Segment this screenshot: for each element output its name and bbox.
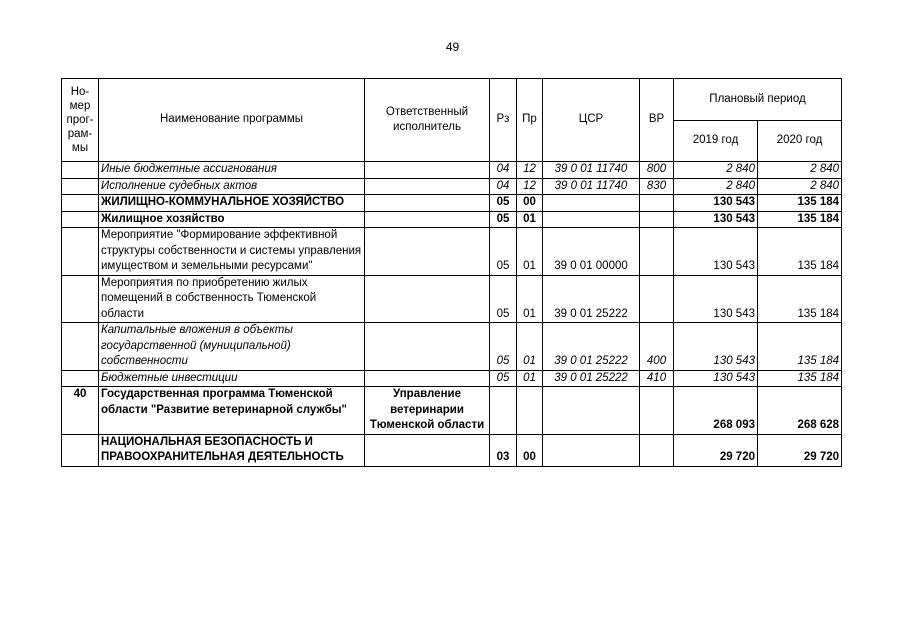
header-target-item: ЦСР [543,79,640,162]
row-amount-2019: 268 093 [674,387,758,435]
row-name: Жилищное хозяйство [99,211,365,228]
row-amount-2019: 130 543 [674,323,758,371]
row-target-item [543,211,640,228]
header-year-2019: 2019 год [674,121,758,162]
header-program-number: Но-мер прог-рам-мы [62,79,99,162]
row-section: 05 [490,275,517,323]
row-amount-2019: 2 840 [674,178,758,195]
row-expense-type [640,387,674,435]
row-section: 03 [490,434,517,466]
table-row [62,178,842,195]
header-expense-type: ВР [640,79,674,162]
row-amount-2019: 29 720 [674,434,758,466]
row-subsection: 01 [517,228,543,276]
row-expense-type [640,228,674,276]
row-target-item [543,387,640,435]
row-amount-2019: 130 543 [674,370,758,387]
table-row [62,370,842,387]
row-amount-2020: 135 184 [758,211,842,228]
row-name: НАЦИОНАЛЬНАЯ БЕЗОПАСНОСТЬ И ПРАВООХРАНИТЕЛЬНАЯ ДЕЯТЕЛЬНОСТЬ [99,434,365,466]
row-target-item [543,434,640,466]
row-section: 05 [490,195,517,212]
row-section [490,387,517,435]
header-program-name: Наименование программы [99,79,365,162]
row-amount-2020: 29 720 [758,434,842,466]
row-expense-type: 800 [640,162,674,179]
row-amount-2019: 130 543 [674,275,758,323]
row-amount-2020: 135 184 [758,275,842,323]
row-target-item [543,195,640,212]
row-amount-2020: 135 184 [758,323,842,371]
row-name: Бюджетные инвестиции [99,370,365,387]
header-subsection: Пр [517,79,543,162]
row-responsible: Управление ветеринарии Тюменской области [365,387,490,435]
row-amount-2020: 135 184 [758,370,842,387]
row-amount-2020: 135 184 [758,195,842,212]
row-target-item: 39 0 01 25222 [543,323,640,371]
row-amount-2019: 2 840 [674,162,758,179]
row-target-item: 39 0 01 25222 [543,275,640,323]
row-target-item: 39 0 01 11740 [543,178,640,195]
row-expense-type: 830 [640,178,674,195]
row-expense-type [640,275,674,323]
row-expense-type: 410 [640,370,674,387]
row-target-item: 39 0 01 11740 [543,162,640,179]
header-section: Рз [490,79,517,162]
row-name: Мероприятия по приобретению жилых помещений в собственность Тюменской области [99,275,365,323]
row-amount-2020: 268 628 [758,387,842,435]
row-subsection: 12 [517,162,543,179]
row-amount-2020: 135 184 [758,228,842,276]
row-subsection [517,387,543,435]
row-program-number: 40 [62,387,99,435]
header-responsible: Ответственный исполнитель [365,79,490,162]
row-subsection: 01 [517,275,543,323]
row-amount-2020: 2 840 [758,178,842,195]
row-amount-2019: 130 543 [674,211,758,228]
row-subsection: 01 [517,370,543,387]
row-name: Исполнение судебных актов [99,178,365,195]
table-row [62,275,842,323]
row-subsection: 00 [517,434,543,466]
row-section: 05 [490,228,517,276]
row-amount-2019: 130 543 [674,228,758,276]
row-name: Государственная программа Тюменской области "Развитие ветеринарной службы" [99,387,365,435]
row-section: 05 [490,211,517,228]
row-expense-type [640,195,674,212]
table-row [62,228,842,276]
table-row [62,195,842,212]
table-row [62,387,842,435]
row-expense-type [640,434,674,466]
row-target-item: 39 0 01 25222 [543,370,640,387]
table-row [62,211,842,228]
header-year-2020: 2020 год [758,121,842,162]
row-section: 05 [490,370,517,387]
page-number: 49 [445,40,460,54]
row-name: ЖИЛИЩНО-КОММУНАЛЬНОЕ ХОЗЯЙСТВО [99,195,365,212]
row-subsection: 00 [517,195,543,212]
table-row [62,434,842,466]
row-amount-2019: 130 543 [674,195,758,212]
row-name: Мероприятие "Формирование эффективной структуры собственности и системы управления имуществом и земельными ресурсами" [99,228,365,276]
row-subsection: 01 [517,211,543,228]
row-section: 05 [490,323,517,371]
row-subsection: 12 [517,178,543,195]
table-row [62,323,842,371]
row-name: Капитальные вложения в объекты государственной (муниципальной) собственности [99,323,365,371]
row-name: Иные бюджетные ассигнования [99,162,365,179]
row-section: 04 [490,162,517,179]
row-amount-2020: 2 840 [758,162,842,179]
header-plan-period: Плановый период [674,79,842,121]
row-section: 04 [490,178,517,195]
budget-table [61,78,842,467]
row-subsection: 01 [517,323,543,371]
row-expense-type [640,211,674,228]
row-target-item: 39 0 01 00000 [543,228,640,276]
row-expense-type: 400 [640,323,674,371]
table-row [62,162,842,179]
